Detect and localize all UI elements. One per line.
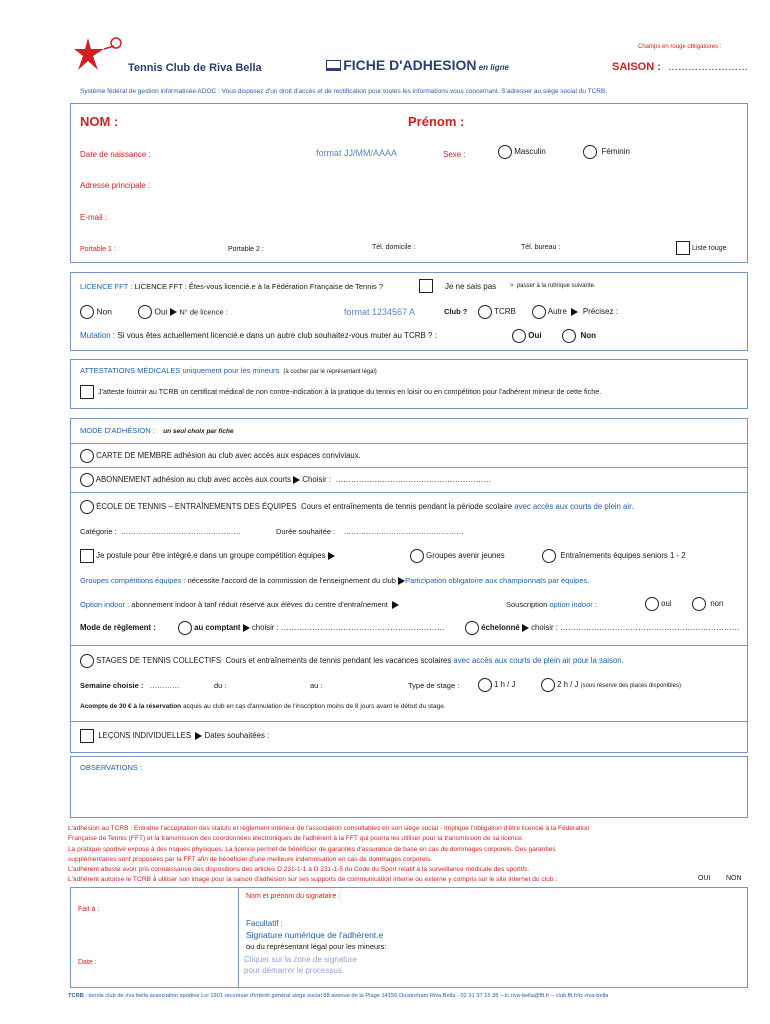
acompte-note: Acompte de 30 € à la réservation acquis au club en cas d'annulation de l'inscription moins de 8 jours avant le début du stage. <box>80 703 446 710</box>
sexe-feminin[interactable]: Féminin <box>583 145 630 159</box>
ecole-radio[interactable] <box>80 500 94 514</box>
signature-title: Signature numérique de l'adhérent.e <box>246 930 384 940</box>
laptop-icon <box>326 60 341 71</box>
stages-radio[interactable] <box>80 654 94 668</box>
club-tcrb[interactable]: TCRB <box>478 305 516 319</box>
type-2h-option[interactable]: 2 h / J (sous réserve des places disponibles) <box>541 678 681 692</box>
sexe-masculin[interactable]: Masculin <box>498 145 546 159</box>
adoc-notice: Système fédéral de gestion informatisée ADOC : Vous disposez d'un droit d'accès et de rectification pour toutes les informations vous concernant. S'adresser au siège social du TCRB. <box>80 88 608 95</box>
observations-field[interactable] <box>70 756 748 818</box>
du-label: du : <box>214 681 227 690</box>
lecons-option[interactable]: LEÇONS INDIVIDUELLES Dates souhaitées : <box>80 729 269 743</box>
au-label: au : <box>310 681 323 690</box>
echelonne-radio[interactable] <box>465 621 479 635</box>
type-label: Type de stage : <box>408 681 460 690</box>
groupe-avenir-option[interactable]: Groupes avenir jeunes <box>410 549 505 563</box>
licence-non[interactable]: Non <box>80 305 112 319</box>
comptant-radio[interactable] <box>178 621 192 635</box>
licence-oui-radio[interactable] <box>138 305 152 319</box>
mutation-non[interactable]: Non <box>562 329 596 343</box>
arrow-icon <box>571 308 578 316</box>
mutation-row: Mutation : Si vous êtes actuellement licencié.e dans un autre club souhaitez-vous muter au TCRB ? : <box>80 331 437 340</box>
type-1h-radio[interactable] <box>478 678 492 692</box>
signature-zone[interactable]: Cliquer sur la zone de signature pour démarrer le processus. <box>244 955 357 975</box>
arrow-icon <box>522 624 529 632</box>
abonnement-radio[interactable] <box>80 473 94 487</box>
nom-label: NOM : <box>80 114 119 129</box>
saison-label: SAISON : <box>612 61 661 73</box>
fait-a-label: Fait à : <box>78 906 100 913</box>
page-title: FICHE D'ADHESION en ligne <box>326 57 509 73</box>
club-name: Tennis Club de Riva Bella <box>128 62 262 74</box>
reglement-label: Mode de règlement : <box>80 623 156 632</box>
arrow-icon <box>293 476 300 484</box>
dob-input[interactable]: format JJ/MM/AAAA <box>316 148 398 158</box>
feminin-radio[interactable] <box>583 145 597 159</box>
licence-question: LICENCE FFT : LICENCE FFT : Êtes-vous licencié.e à la Fédération Française de Tennis ? <box>80 282 384 291</box>
dont-know-label: Je ne sais pas <box>445 282 497 291</box>
indoor-oui-radio[interactable] <box>645 597 659 611</box>
souscription-label: Souscription option indoor : <box>506 600 597 609</box>
ecole-option[interactable]: ÉCOLE DE TENNIS – ENTRAÎNEMENTS DES ÉQUIPES Cours et entraînements de tennis pendant la période scolaire avec accès aux courts de plein air. <box>80 500 633 514</box>
echelonne-option[interactable]: échelonné choisir : …………………………………………………………… <box>465 621 739 635</box>
prenom-label: Prénom : <box>408 114 465 129</box>
groupe-avenir-radio[interactable] <box>410 549 424 563</box>
address-label: Adresse principale : <box>80 181 151 190</box>
dont-know-checkbox[interactable] <box>419 279 433 293</box>
portable1-label: Portable 1 : <box>80 246 116 253</box>
tel-domicile-label: Tél. domicile : <box>372 244 416 251</box>
sexe-label: Sexe : <box>443 150 466 159</box>
club-label: Club ? <box>444 307 468 316</box>
licence-oui[interactable]: Oui N° de licence : <box>138 305 228 319</box>
observations-label: OBSERVATIONS : <box>80 763 143 772</box>
legal-text: L'adhésion au TCRB : Entraîne l'acceptation des statuts et règlement intérieur de l'association consultables en son siège social - Implique l'obligation d'être licencié à la Fédération Française de Tennis (FFT) et la transmission des coordonnées électroniques de l'adhérent à la FFT qui pourra les utiliser pour la transmission de sa licence. La pratique sportive expose à des risques physiques. La licence permet de bénéficier de garanties d'assurance de base en cas de dommages corporels. Des garanties supplémentaires sont proposées par la FFT afin de bénéficier d'une meilleure indemnisation en cas de dommages corporels. L'adhérent atteste avoir pris connaissance des dispositions des articles D 231-1-1 à D 231-1-5 du Code du Sport relatif à la surveillance médicale des sportifs. L'adhérent autorise le TCRB à utiliser son image pour la saison d'adhésion sur ses supports de communication interne ou externe y compris sur le site internet du club : <box>68 825 590 884</box>
required-note: Champs en rouge obligatoires : <box>638 44 722 50</box>
dob-label: Date de naissance : <box>80 150 151 159</box>
arrow-icon <box>243 624 250 632</box>
signature-section <box>70 887 748 988</box>
divider <box>70 492 748 493</box>
arrow-icon <box>392 601 399 609</box>
groupe-option[interactable]: Je postule pour être intégré.e dans un groupe compétition équipes <box>80 549 335 563</box>
medical-attestation[interactable]: J'atteste fournir au TCRB un certificat médical de non contre-indication à la pratique du tennis en loisir ou en compétition pour l'adhérent mineur de cette fiche. <box>80 385 601 399</box>
divider <box>70 645 748 646</box>
divider <box>70 443 748 444</box>
semaine-row[interactable]: Semaine choisie : ………… <box>80 681 180 690</box>
groupe-checkbox[interactable] <box>80 549 94 563</box>
groupe-note: Groupes compétitions équipes : nécessite l'accord de la commission de l'enseignement du club Participation obligatoire aux championnats par équipes. <box>80 576 590 585</box>
club-tcrb-radio[interactable] <box>478 305 492 319</box>
saison-field[interactable]: …………………… <box>668 62 748 73</box>
portable2-label: Portable 2 : <box>228 246 264 253</box>
comptant-option[interactable]: au comptant choisir : ……………………………………………………… <box>178 621 445 635</box>
club-autre[interactable]: Autre Précisez : <box>532 305 618 319</box>
divider <box>70 721 748 722</box>
dont-know-note: > passer à la rubrique suivante. <box>510 283 596 289</box>
indoor-oui[interactable]: oui <box>645 597 672 611</box>
carte-membre-option[interactable]: CARTE DE MEMBRE adhésion au club avec accès aux espaces conviviaux. <box>80 449 361 463</box>
mode-title: MODE D'ADHÉSION : un seul choix par fiche <box>80 426 234 435</box>
categorie-row[interactable]: Catégorie : ………………………………………… <box>80 527 241 536</box>
divider <box>238 887 239 988</box>
signature-subtitle: ou du représentant légal pour les mineurs: <box>246 942 387 951</box>
groupe-seniors-radio[interactable] <box>542 549 556 563</box>
arrow-icon <box>170 308 177 316</box>
signataire-label: Nom et prénom du signataire : <box>246 893 341 900</box>
medical-checkbox[interactable] <box>80 385 94 399</box>
facultatif-label: Facultatif : <box>246 919 283 928</box>
medical-title: ATTESTATIONS MÉDICALES uniquement pour les mineurs (à cocher par le représentant légal) <box>80 366 377 375</box>
indoor-row: Option indoor : abonnement indoor à tarif réduit réservé aux élèves du centre d'entraînement <box>80 600 399 609</box>
carte-membre-radio[interactable] <box>80 449 94 463</box>
duree-row[interactable]: Durée souhaitée : ………………………………………… <box>276 527 464 536</box>
club-autre-radio[interactable] <box>532 305 546 319</box>
groupe-seniors-option[interactable]: Entraînements équipes seniors 1 - 2 <box>542 549 686 563</box>
arrow-icon <box>195 732 202 740</box>
liste-rouge-option[interactable]: Liste rouge <box>676 241 727 255</box>
tel-bureau-label: Tél. bureau : <box>521 244 561 251</box>
type-1h-option[interactable]: 1 h / J <box>478 678 515 692</box>
dont-know-option[interactable] <box>419 279 433 293</box>
mutation-oui-radio[interactable] <box>512 329 526 343</box>
image-consent-oui[interactable]: OUI <box>698 875 711 882</box>
indoor-non-radio[interactable] <box>692 597 706 611</box>
type-2h-radio[interactable] <box>541 678 555 692</box>
licence-non-radio[interactable] <box>80 305 94 319</box>
abonnement-option[interactable]: ABONNEMENT adhésion au club avec accès aux courts Choisir : …………………………………………………… <box>80 473 491 487</box>
email-label: E-mail : <box>80 213 108 222</box>
club-logo-icon <box>74 36 126 74</box>
date-label: Date : <box>78 959 97 966</box>
lecons-checkbox[interactable] <box>80 729 94 743</box>
mutation-non-radio[interactable] <box>562 329 576 343</box>
indoor-non[interactable]: non <box>692 597 723 611</box>
arrow-icon <box>328 552 335 560</box>
licence-number-input[interactable]: format 1234567 A <box>344 307 416 317</box>
liste-rouge-checkbox[interactable] <box>676 241 690 255</box>
divider <box>70 467 748 468</box>
stages-option[interactable]: STAGES DE TENNIS COLLECTIFS Cours et entraînements de tennis pendant les vacances scolaires avec accès aux courts de plein air pour la saison. <box>80 654 624 668</box>
mutation-oui[interactable]: Oui <box>512 329 542 343</box>
image-consent-non[interactable]: NON <box>726 875 742 882</box>
footer: TCRB : tennis club de riva bella association sportive Loi 1901 reconnue d'intérêt général siège social 88 avenue de la Plage 14150 Ouistreham Riva Bella - 02 31 97 15 38 – tc.riva-bella@fft.fr – club.fft.fr/tc-riva-bella <box>68 993 609 999</box>
masculin-radio[interactable] <box>498 145 512 159</box>
